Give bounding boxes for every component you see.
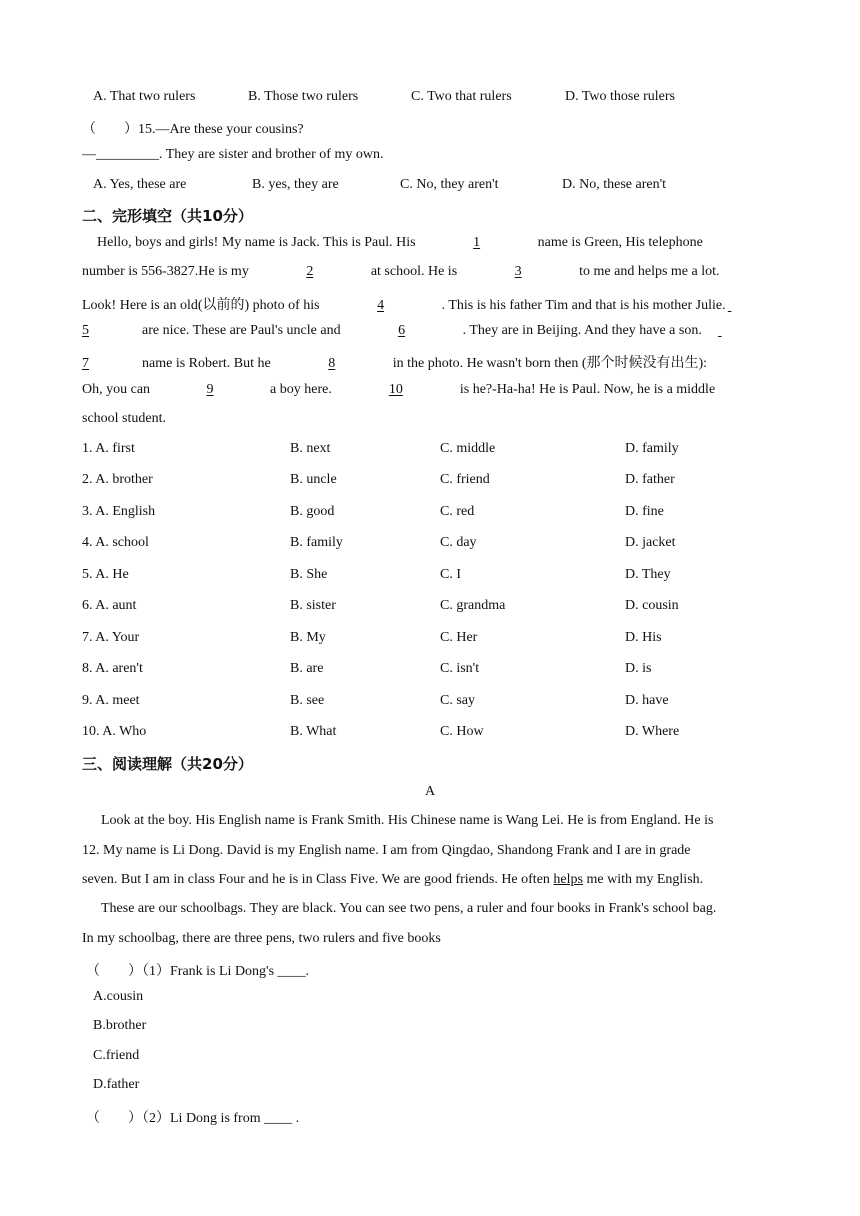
choice-c: C. isn't <box>440 661 480 676</box>
reading-q1-option-d: D.father <box>93 1077 140 1092</box>
q15-option-d: D. No, these aren't <box>562 177 666 192</box>
choice-d: D. cousin <box>625 598 679 613</box>
passage-p2-line-2: In my schoolbag, there are three pens, two rulers and five books <box>82 931 441 946</box>
reading-q1-blank: ____ <box>277 964 306 979</box>
cloze-text: a boy here. <box>270 382 332 397</box>
passage-text: me with my English. <box>582 872 704 887</box>
choice-row <box>82 504 782 524</box>
choice-row <box>82 567 782 587</box>
section3-heading: 三、阅读理解（共20分） <box>82 755 253 773</box>
choice-row <box>82 441 782 461</box>
q15-stem: （ ）15.—Are these your cousins? <box>82 122 304 137</box>
passage-text: seven. But I am in class Four and he is in Class Five. We are good friends. He often <box>82 872 554 887</box>
q14-option-a: A. That two rulers <box>93 89 196 104</box>
cloze-text: name is Robert. But he <box>142 356 271 371</box>
passage-p1-line-1: Look at the boy. His English name is Frank Smith. His Chinese name is Wang Lei. He is from England. He is <box>101 813 714 828</box>
q14-option-b: B. Those two rulers <box>248 89 359 104</box>
reading-q2-blank: ____ <box>264 1111 293 1126</box>
reading-q2-stem <box>86 1107 299 1127</box>
choice-c: C. I <box>440 567 461 582</box>
q15-answer-rest: . They are sister and brother of my own. <box>159 147 384 162</box>
choice-row <box>82 472 782 492</box>
choice-d: D. Where <box>625 724 680 739</box>
cloze-text: Hello, boys and girls! My name is Jack. This is Paul. His <box>97 235 416 250</box>
choice-row <box>82 630 782 650</box>
cloze-text: . They are in Beijing. And they have a son. <box>462 323 702 338</box>
choice-c: C. middle <box>440 441 496 456</box>
cloze-blank-2: 2 <box>306 264 314 279</box>
cloze-blank-3: 3 <box>514 264 522 279</box>
cloze-text: number is 556-3827.He is my <box>82 264 249 279</box>
cloze-text: Oh, you can <box>82 382 151 397</box>
cloze-blank-6: 6 <box>398 323 406 338</box>
choice-d: D. jacket <box>625 535 676 550</box>
cloze-blank-9: 9 <box>206 382 214 397</box>
passage-label: A <box>425 784 436 799</box>
cloze-blank-7: 7 <box>82 356 89 371</box>
choice-a: 6. A. aunt <box>82 598 137 613</box>
reading-q2-end: . <box>292 1111 300 1126</box>
cloze-blank-5: 5 <box>82 323 89 338</box>
reading-q1-end: . <box>305 964 310 979</box>
choice-a: 10. A. Who <box>82 724 147 739</box>
cloze-line-4 <box>82 323 738 339</box>
choice-a: 8. A. aren't <box>82 661 143 676</box>
choice-b: B. good <box>290 504 335 519</box>
q14-option-c: C. Two that rulers <box>411 89 512 104</box>
cloze-text: . This is his father Tim and that is his mother Julie. <box>441 298 726 313</box>
q15-option-a: A. Yes, these are <box>93 177 187 192</box>
q15-answer-line <box>82 147 383 163</box>
choice-row <box>82 535 782 555</box>
cloze-text: Look! Here is an old(以前的) photo of his <box>82 298 320 313</box>
cloze-line-2 <box>82 264 720 280</box>
choice-b: B. sister <box>290 598 336 613</box>
choice-d: D. His <box>625 630 662 645</box>
choice-c: C. friend <box>440 472 490 487</box>
cloze-text: name is Green, His telephone <box>537 235 703 250</box>
cloze-line-6 <box>82 382 715 398</box>
cloze-text: at school. He is <box>370 264 458 279</box>
choice-c: C. grandma <box>440 598 506 613</box>
cloze-line-7: school student. <box>82 411 166 426</box>
choice-b: B. uncle <box>290 472 337 487</box>
choice-b: B. My <box>290 630 326 645</box>
choice-b: B. see <box>290 693 325 708</box>
reading-q1-option-c: C.friend <box>93 1048 140 1063</box>
q15-dash: — <box>82 147 96 162</box>
choice-a: 4. A. school <box>82 535 149 550</box>
cloze-blank-8: 8 <box>328 356 336 371</box>
reading-q1-stem <box>86 960 309 980</box>
choice-d: D. is <box>625 661 652 676</box>
cloze-text: are nice. These are Paul's uncle and <box>142 323 341 338</box>
cloze-line-5 <box>82 352 707 372</box>
section2-heading: 二、完形填空（共10分） <box>82 207 253 225</box>
choice-row <box>82 724 782 744</box>
choice-b: B. family <box>290 535 343 550</box>
cloze-blank-10: 10 <box>388 382 403 397</box>
choice-a: 9. A. meet <box>82 693 140 708</box>
choice-b: B. are <box>290 661 324 676</box>
cloze-blank-1: 1 <box>473 235 481 250</box>
choice-c: C. day <box>440 535 477 550</box>
choice-a: 7. A. Your <box>82 630 140 645</box>
choice-b: B. next <box>290 441 331 456</box>
cloze-text: is he?-Ha-ha! He is Paul. Now, he is a middle <box>459 382 716 397</box>
choice-a: 5. A. He <box>82 567 129 582</box>
cloze-blank-4: 4 <box>377 298 385 313</box>
cloze-line-3 <box>82 294 734 314</box>
passage-p1-line-2: 12. My name is Li Dong. David is my English name. I am from Qingdao, Shandong Frank and I are in grade <box>82 843 691 858</box>
choice-c: C. say <box>440 693 475 708</box>
choice-a: 1. A. first <box>82 441 135 456</box>
choice-row <box>82 598 782 618</box>
q15-option-b: B. yes, they are <box>252 177 339 192</box>
choice-a: 2. A. brother <box>82 472 153 487</box>
q15-blank: _________ <box>96 147 159 162</box>
underlined-word: helps <box>553 872 583 887</box>
cloze-text: in the photo. He wasn't born then (那个时候没有出生): <box>392 356 708 371</box>
cloze-blank-7-lead <box>702 323 738 339</box>
reading-q1-text: （ ）（1）Frank is Li Dong's <box>86 964 278 979</box>
cloze-line-1 <box>97 235 703 251</box>
choice-row <box>82 661 782 681</box>
reading-q1-option-a: A.cousin <box>93 989 144 1004</box>
cloze-text: to me and helps me a lot. <box>579 264 720 279</box>
choice-b: B. She <box>290 567 328 582</box>
choice-d: D. family <box>625 441 679 456</box>
choice-c: C. red <box>440 504 475 519</box>
choice-d: D. They <box>625 567 671 582</box>
q14-option-d: D. Two those rulers <box>565 89 675 104</box>
reading-q2-text: （ ）（2）Li Dong is from <box>86 1111 265 1126</box>
q15-option-c: C. No, they aren't <box>400 177 499 192</box>
choice-b: B. What <box>290 724 337 739</box>
choice-d: D. fine <box>625 504 664 519</box>
choice-d: D. father <box>625 472 675 487</box>
reading-q1-option-b: B.brother <box>93 1018 147 1033</box>
choice-d: D. have <box>625 693 669 708</box>
passage-p1-line-3 <box>82 872 703 888</box>
cloze-blank-5-lead <box>726 298 734 314</box>
choice-row <box>82 693 782 713</box>
choice-c: C. Her <box>440 630 478 645</box>
choice-a: 3. A. English <box>82 504 156 519</box>
passage-p2-line-1: These are our schoolbags. They are black. You can see two pens, a ruler and four books in Frank's school bag. <box>101 901 717 916</box>
choice-c: C. How <box>440 724 484 739</box>
